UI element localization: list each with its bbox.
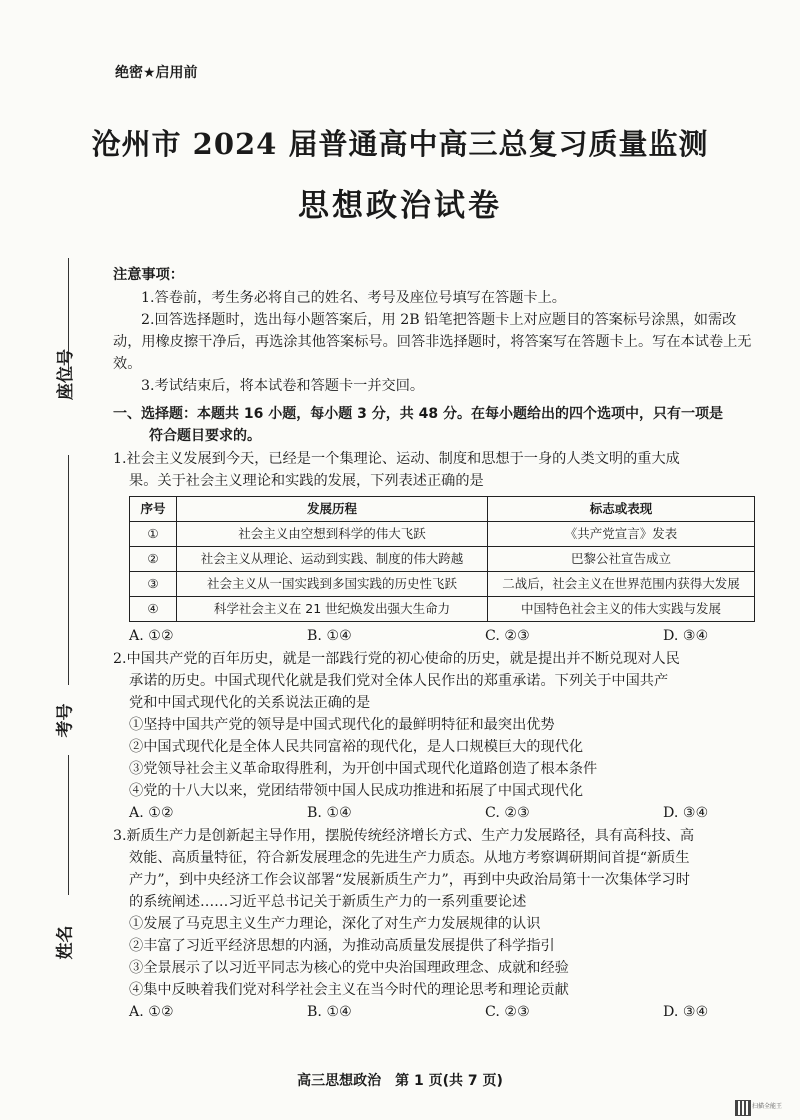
page-footer: 高三思想政治 第 1 页(共 7 页): [297, 1073, 503, 1089]
question-1-table: [129, 496, 755, 622]
question-3-statement-3: ③全景展示了以习近平同志为核心的党中央治国理政理念、成就和经验: [129, 960, 569, 976]
question-3-statement-2: ②丰富了习近平经济思想的内涵，为推动高质量发展提供了科学指引: [129, 938, 555, 954]
question-2-stem-cont: 党和中国式现代化的关系说法正确的是: [129, 695, 371, 711]
question-3-stem-cont: 的系统阐述……习近平总书记关于新质生产力的一系列重要论述: [129, 894, 527, 910]
table-cell: 社会主义由空想到科学的伟大飞跃: [177, 522, 488, 547]
option-c: C. ②③: [485, 628, 530, 644]
question-1-stem-cont: 果。关于社会主义理论和实践的发展，下列表述正确的是: [129, 473, 484, 489]
question-3-stem-cont: 效能、高质量特征，符合新发展理念的先进生产力质态。从地方考察调研期间首提“新质生: [129, 850, 690, 866]
option-d: D. ③④: [663, 805, 709, 821]
section-heading-cont: 符合题目要求的。: [149, 428, 261, 444]
subject-title: 思想政治试卷: [298, 188, 502, 224]
table-cell: ④: [130, 597, 177, 622]
question-2-statement-2: ②中国式现代化是全体人民共同富裕的现代化，是人口规模巨大的现代化: [129, 739, 584, 755]
notice-item-2: 2.回答选择题时，选出每小题答案后，用 2B 铅笔把答题卡上对应题目的答案标号涂黑，如需改动，用橡皮擦干净后，再选涂其他答案标号。回答非选择题时，将答案写在答题卡上。写在本试卷上无效。: [113, 312, 752, 372]
table-cell: ②: [130, 547, 177, 572]
notice-item-1: 1.答卷前，考生务必将自己的姓名、考号及座位号填写在答题卡上。: [141, 290, 566, 306]
table-row: [130, 547, 755, 572]
notice-item-3: 3.考试结束后，将本试卷和答题卡一并交回。: [141, 378, 425, 394]
question-3-options: [113, 1001, 763, 1023]
exam-title: 沧州市 2024 届普通高中高三总复习质量监测: [91, 127, 709, 161]
question-2-statement-4: ④党的十八大以来，党团结带领中国人民成功推进和拓展了中国式现代化: [129, 783, 584, 799]
scanner-watermark: 扫描全能王: [752, 1103, 783, 1110]
option-d: D. ③④: [663, 628, 709, 644]
option-a: A. ①②: [129, 805, 174, 821]
table-cell: 巴黎公社宣告成立: [488, 547, 755, 572]
table-header: 发展历程: [177, 497, 488, 522]
table-cell: 科学社会主义在 21 世纪焕发出强大生命力: [177, 597, 488, 622]
table-header: 标志或表现: [488, 497, 755, 522]
notice-heading: 注意事项：: [113, 267, 184, 283]
option-c: C. ②③: [485, 805, 530, 821]
question-2-options: [113, 802, 763, 824]
table-row: [130, 522, 755, 547]
qr-code-icon: [735, 1100, 751, 1116]
option-b: B. ①④: [307, 805, 352, 821]
table-cell: ①: [130, 522, 177, 547]
name-label: 姓名: [55, 925, 76, 960]
question-1-options: [113, 625, 763, 647]
question-2-statement-1: ①坚持中国共产党的领导是中国式现代化的最鲜明特征和最突出优势: [129, 717, 555, 733]
table-cell: 二战后，社会主义在世界范围内获得大发展: [488, 572, 755, 597]
option-a: A. ①②: [129, 628, 174, 644]
question-2-stem: 2.中国共产党的百年历史，就是一部践行党的初心使命的历史，就是提出并不断兑现对人民: [113, 651, 680, 667]
seat-label: 座位号: [56, 349, 76, 400]
table-cell: ③: [130, 572, 177, 597]
question-3-stem-cont: 产力”，到中央经济工作会议部署“发展新质生产力”，再到中央政治局第十一次集体学习时: [129, 872, 690, 888]
option-a: A. ①②: [129, 1004, 174, 1020]
option-c: C. ②③: [485, 1004, 530, 1020]
option-b: B. ①④: [307, 628, 352, 644]
question-2-statement-3: ③党领导社会主义革命取得胜利，为开创中国式现代化道路创造了根本条件: [129, 761, 598, 777]
option-d: D. ③④: [663, 1004, 709, 1020]
table-cell: 社会主义从一国实践到多国实践的历史性飞跃: [177, 572, 488, 597]
question-2-stem-cont: 承诺的历史。中国式现代化就是我们党对全体人民作出的郑重承诺。下列关于中国共产: [129, 673, 669, 689]
question-3-statement-4: ④集中反映着我们党对科学社会主义在当今时代的理论思考和理论贡献: [129, 982, 569, 998]
question-3-statement-1: ①发展了马克思主义生产力理论，深化了对生产力发展规律的认识: [129, 916, 541, 932]
question-3-stem: 3.新质生产力是创新起主导作用，摆脱传统经济增长方式、生产力发展路径，具有高科技、高: [113, 828, 695, 844]
table-row: [130, 597, 755, 622]
table-cell: 社会主义从理论、运动到实践、制度的伟大跨越: [177, 547, 488, 572]
question-1-stem: 1.社会主义发展到今天，已经是一个集理论、运动、制度和思想于一身的人类文明的重大成: [113, 451, 680, 467]
option-b: B. ①④: [307, 1004, 352, 1020]
exam-content: [113, 264, 763, 1023]
exam-number-label: 考号: [55, 703, 76, 738]
table-row: [130, 572, 755, 597]
confidential-mark: 绝密★启用前: [115, 65, 198, 81]
section-heading: 一、选择题：本题共 16 小题，每小题 3 分，共 48 分。在每小题给出的四个选项中，只有一项是: [113, 406, 723, 422]
exam-number-underline: [68, 455, 69, 685]
table-header-row: [130, 497, 755, 522]
table-header: 序号: [130, 497, 177, 522]
table-cell: 《共产党宣言》发表: [488, 522, 755, 547]
name-underline: [68, 755, 69, 895]
table-cell: 中国特色社会主义的伟大实践与发展: [488, 597, 755, 622]
